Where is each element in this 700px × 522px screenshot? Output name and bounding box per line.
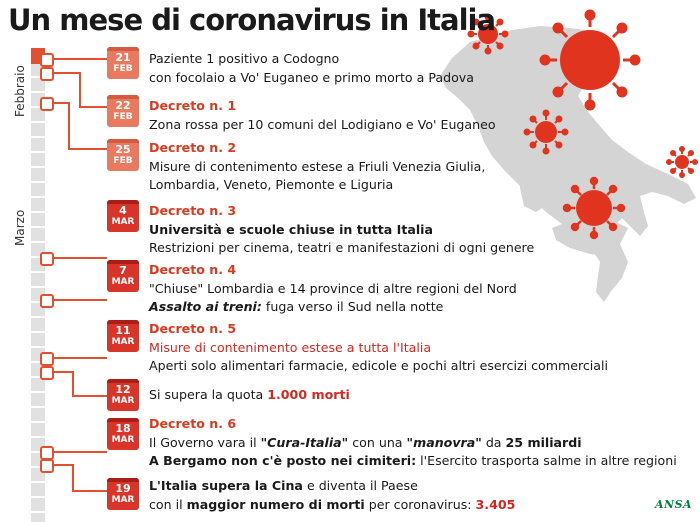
timeline-connector (72, 371, 74, 397)
event-text: Aperti solo alimentari farmacie, edicole e pochi altri esercizi commerciali (149, 358, 609, 373)
event-18-mar (149, 415, 677, 471)
timeline-knob (40, 53, 54, 67)
event-text-highlight: L'Italia supera la Cina (149, 478, 303, 493)
calendar-22-feb (107, 95, 139, 127)
calendar-month: FEB (113, 112, 133, 122)
calendar-day: 7 (119, 264, 127, 277)
ansa-logo: ANSA (655, 498, 693, 511)
timeline-knob (40, 459, 54, 473)
event-19-mar (149, 477, 515, 514)
decree-title: Decreto n. 1 (149, 98, 237, 113)
event-11-mar (149, 320, 608, 376)
calendar-day: 12 (115, 383, 131, 396)
event-text: l'Esercito trasporta salme in altre regioni (416, 453, 677, 468)
timeline-knob (40, 366, 54, 380)
timeline-connector (54, 464, 74, 466)
calendar-month: FEB (113, 156, 133, 166)
virus-marker-large (541, 11, 639, 109)
decree-title: Decreto n. 4 (149, 262, 237, 277)
timeline-connector (72, 490, 107, 492)
timeline-knob (40, 446, 54, 460)
calendar-day: 4 (119, 204, 127, 217)
virus-marker-south-east (667, 147, 697, 177)
calendar-19-mar (107, 478, 139, 510)
event-text-highlight: "Cura-Italia" (260, 434, 349, 450)
timeline-connector (54, 257, 107, 259)
event-4-mar (149, 202, 534, 258)
calendar-day: 21 (115, 51, 131, 64)
event-text: Zona rossa per 10 comuni del Lodigiano e Vo' Euganeo (149, 116, 496, 132)
timeline-connector (72, 395, 107, 397)
event-text: "Chiuse" Lombardia e 14 province di altre regioni del Nord (149, 280, 517, 296)
calendar-month: FEB (113, 64, 133, 74)
timeline-knob (40, 252, 54, 266)
decree-title: Decreto n. 3 (149, 203, 237, 218)
virus-marker-center (525, 111, 568, 154)
timeline-connector (68, 148, 107, 150)
calendar-day: 22 (115, 99, 131, 112)
timeline-connector (79, 72, 81, 108)
month-label-february: Febbraio (13, 65, 27, 117)
event-22-feb (149, 97, 496, 134)
timeline-connector (79, 106, 107, 108)
event-7-mar (149, 261, 517, 317)
event-text: e diventa il Paese (302, 478, 418, 493)
event-text-highlight: 25 miliardi (505, 434, 582, 450)
timeline-connector (68, 102, 70, 150)
calendar-day: 18 (115, 422, 131, 435)
calendar-month: MAR (111, 435, 135, 445)
event-text: con il (149, 496, 187, 512)
event-text: Paziente 1 positivo a Codogno (149, 51, 340, 66)
calendar-11-mar (107, 320, 139, 352)
calendar-7-mar (107, 260, 139, 292)
calendar-month: MAR (111, 277, 135, 287)
event-21-feb (149, 50, 474, 87)
event-text: fuga verso il Sud nella notte (261, 299, 444, 314)
calendar-month: MAR (111, 495, 135, 505)
timeline-connector (54, 72, 79, 74)
timeline-connector (54, 58, 107, 60)
event-text: Il Governo vara il (149, 434, 261, 450)
event-text: Lombardia, Veneto, Piemonte e Liguria (149, 177, 394, 192)
calendar-day: 19 (115, 482, 131, 495)
event-text-highlight: "manovra" (406, 434, 482, 450)
event-25-feb (149, 139, 485, 195)
calendar-day: 11 (115, 324, 131, 337)
event-text: Restrizioni per cinema, teatri e manifestazioni di ogni genere (149, 240, 535, 255)
event-text-highlight: Università e scuole chiuse in tutta Italia (149, 221, 433, 237)
timeline-connector (54, 299, 107, 301)
event-text-highlight: 1.000 morti (267, 387, 350, 402)
event-text: per coronavirus: (364, 496, 476, 512)
calendar-month: MAR (111, 217, 135, 227)
timeline-connector (54, 451, 107, 453)
calendar-month: MAR (111, 396, 135, 406)
timeline-knob (40, 352, 54, 366)
event-text-highlight: maggior numero di morti (186, 496, 365, 512)
month-label-march: Marzo (13, 209, 27, 246)
calendar-month: MAR (111, 337, 135, 347)
calendar-21-feb (107, 47, 139, 79)
event-text: con focolaio a Vo' Euganeo e primo morto a Padova (149, 69, 474, 85)
timeline-knob (40, 294, 54, 308)
event-text-highlight: 3.405 (475, 496, 516, 512)
timeline-connector (54, 371, 74, 373)
decree-title: Decreto n. 2 (149, 140, 237, 155)
calendar-18-mar (107, 418, 139, 450)
event-12-mar (149, 386, 350, 405)
calendar-day: 25 (115, 143, 131, 156)
timeline-knob (40, 67, 54, 81)
calendar-25-feb (107, 139, 139, 171)
timeline-connector (72, 464, 74, 492)
virus-marker-south (564, 178, 624, 238)
event-text: Si supera la quota (149, 387, 268, 402)
decree-title: Decreto n. 6 (149, 416, 237, 431)
event-text: Misure di contenimento estese a Friuli Venezia Giulia, (149, 158, 486, 174)
calendar-12-mar (107, 379, 139, 411)
event-text: con una (348, 434, 407, 450)
decree-title: Decreto n. 5 (149, 321, 237, 336)
calendar-4-mar (107, 200, 139, 232)
timeline-connector (54, 357, 107, 359)
event-text-highlight: Assalto ai treni: (149, 299, 262, 314)
event-text-highlight: Misure di contenimento estese a tutta l'Italia (149, 339, 432, 355)
timeline-knob (40, 97, 54, 111)
event-text-highlight: A Bergamo non c'è posto nei cimiteri: (149, 453, 417, 468)
page-title: Un mese di coronavirus in Italia (8, 3, 496, 37)
event-text: da (481, 434, 506, 450)
